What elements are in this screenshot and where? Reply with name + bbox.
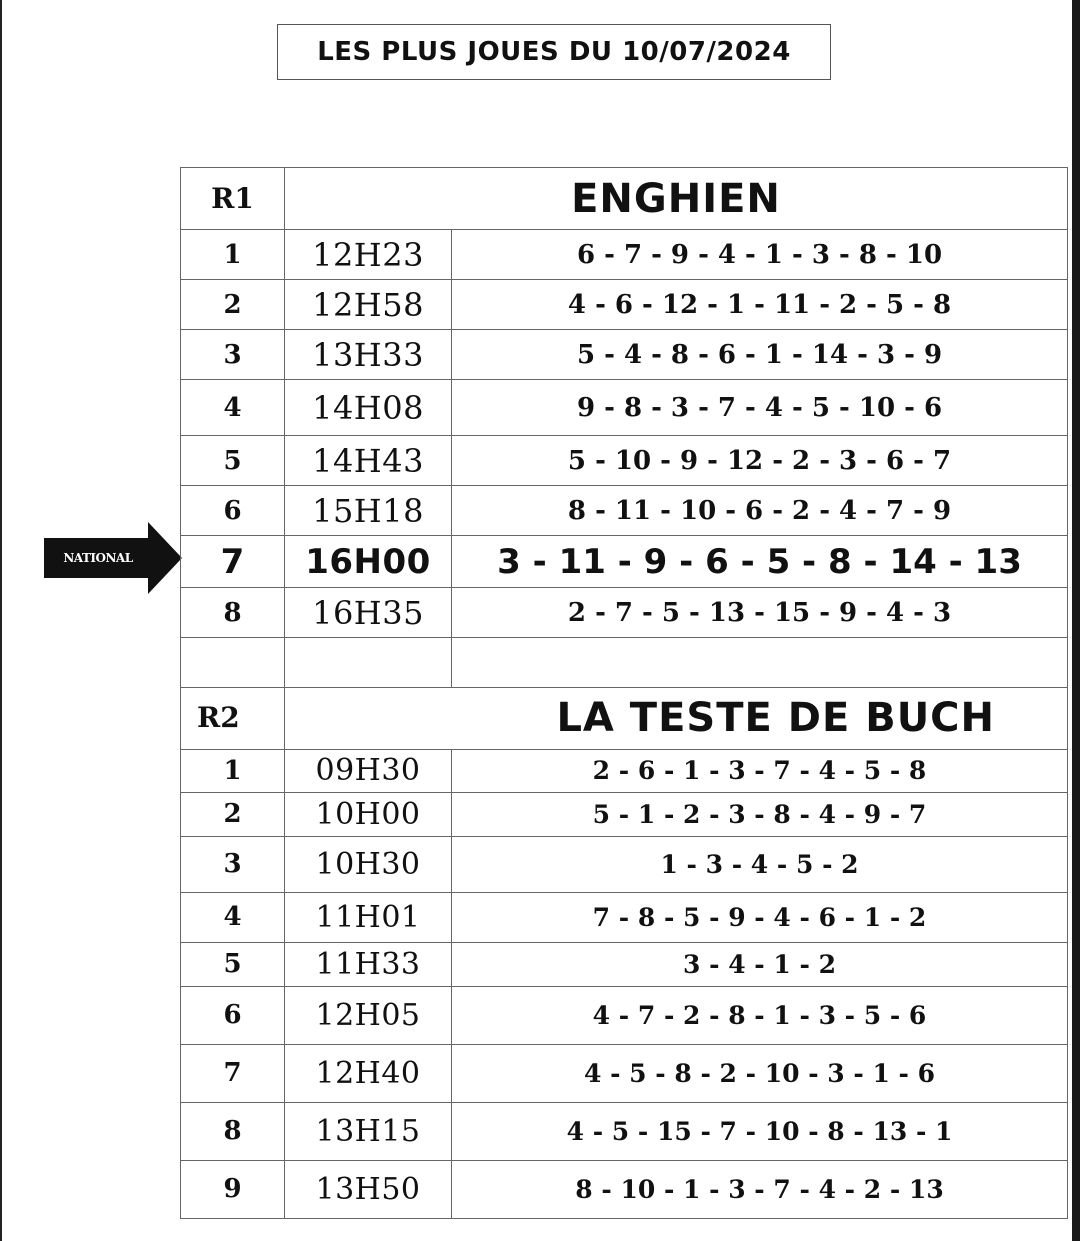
race-number: 6 [181,486,285,536]
table-row [181,436,1068,486]
race-selection: 8 - 11 - 10 - 6 - 2 - 4 - 7 - 9 [452,486,1068,536]
race-time: 09H30 [285,749,452,792]
table-row [181,330,1068,380]
page-border-left [0,0,2,1241]
race-selection: 5 - 4 - 8 - 6 - 1 - 14 - 3 - 9 [452,330,1068,380]
race-time: 10H30 [285,836,452,892]
race-number: 1 [181,749,285,792]
race-number: 9 [181,1160,285,1218]
venue-name: LA TESTE DE BUCH [285,687,1068,749]
race-number: 6 [181,986,285,1044]
page-border-right [1072,0,1080,1241]
race-number: 2 [181,280,285,330]
race-number: 5 [181,942,285,986]
race-time: 12H58 [285,280,452,330]
race-number: 3 [181,330,285,380]
race-number: 8 [181,588,285,638]
race-selection: 4 - 7 - 2 - 8 - 1 - 3 - 5 - 6 [452,986,1068,1044]
venue-name: ENGHIEN [285,168,1068,230]
race-selection: 7 - 8 - 5 - 9 - 4 - 6 - 1 - 2 [452,892,1068,942]
meeting-header-row [181,687,1068,749]
table-row [181,280,1068,330]
table-row [181,986,1068,1044]
table-row [181,1102,1068,1160]
table-row [181,588,1068,638]
race-time: 10H00 [285,792,452,836]
race-time: 16H00 [285,536,452,588]
race-time: 11H33 [285,942,452,986]
race-selection: 4 - 5 - 8 - 2 - 10 - 3 - 1 - 6 [452,1044,1068,1102]
race-selection: 5 - 1 - 2 - 3 - 8 - 4 - 9 - 7 [452,792,1068,836]
meeting-header-row [181,168,1068,230]
race-number: 2 [181,792,285,836]
race-time: 14H43 [285,436,452,486]
meeting-table-r2 [180,687,1068,1219]
race-number: 5 [181,436,285,486]
race-selection: 1 - 3 - 4 - 5 - 2 [452,836,1068,892]
race-selection: 3 - 11 - 9 - 6 - 5 - 8 - 14 - 13 [452,536,1068,588]
race-selection: 5 - 10 - 9 - 12 - 2 - 3 - 6 - 7 [452,436,1068,486]
race-selection: 2 - 6 - 1 - 3 - 7 - 4 - 5 - 8 [452,749,1068,792]
page-title: LES PLUS JOUES DU 10/07/2024 [277,24,831,80]
table-row [181,892,1068,942]
table-row [181,1160,1068,1218]
table-row [181,749,1068,792]
race-number: 7 [181,536,285,588]
race-time: 12H40 [285,1044,452,1102]
race-time: 11H01 [285,892,452,942]
empty-cell [181,638,285,688]
race-number: 1 [181,230,285,280]
race-time: 13H50 [285,1160,452,1218]
table-row [181,792,1068,836]
race-number: 4 [181,892,285,942]
race-selection: 4 - 6 - 12 - 1 - 11 - 2 - 5 - 8 [452,280,1068,330]
race-time: 12H05 [285,986,452,1044]
table-row-empty [181,638,1068,688]
race-selection: 8 - 10 - 1 - 3 - 7 - 4 - 2 - 13 [452,1160,1068,1218]
race-number: 7 [181,1044,285,1102]
race-time: 13H15 [285,1102,452,1160]
table-row-highlighted [181,536,1068,588]
table-row [181,380,1068,436]
race-selection: 6 - 7 - 9 - 4 - 1 - 3 - 8 - 10 [452,230,1068,280]
meeting-label: R2 [181,687,285,749]
race-time: 13H33 [285,330,452,380]
race-number: 4 [181,380,285,436]
race-time: 15H18 [285,486,452,536]
race-time: 12H23 [285,230,452,280]
meeting-label: R1 [181,168,285,230]
race-selection: 2 - 7 - 5 - 13 - 15 - 9 - 4 - 3 [452,588,1068,638]
marker-label: NATIONAL [63,551,133,565]
race-selection: 3 - 4 - 1 - 2 [452,942,1068,986]
table-row [181,942,1068,986]
race-number: 3 [181,836,285,892]
race-time: 16H35 [285,588,452,638]
race-selection: 9 - 8 - 3 - 7 - 4 - 5 - 10 - 6 [452,380,1068,436]
race-time: 14H08 [285,380,452,436]
race-selection: 4 - 5 - 15 - 7 - 10 - 8 - 13 - 1 [452,1102,1068,1160]
table-row [181,836,1068,892]
empty-cell [285,638,452,688]
race-number: 8 [181,1102,285,1160]
table-row [181,1044,1068,1102]
meeting-table-r1 [180,167,1068,688]
empty-cell [452,638,1068,688]
table-row [181,486,1068,536]
table-row [181,230,1068,280]
